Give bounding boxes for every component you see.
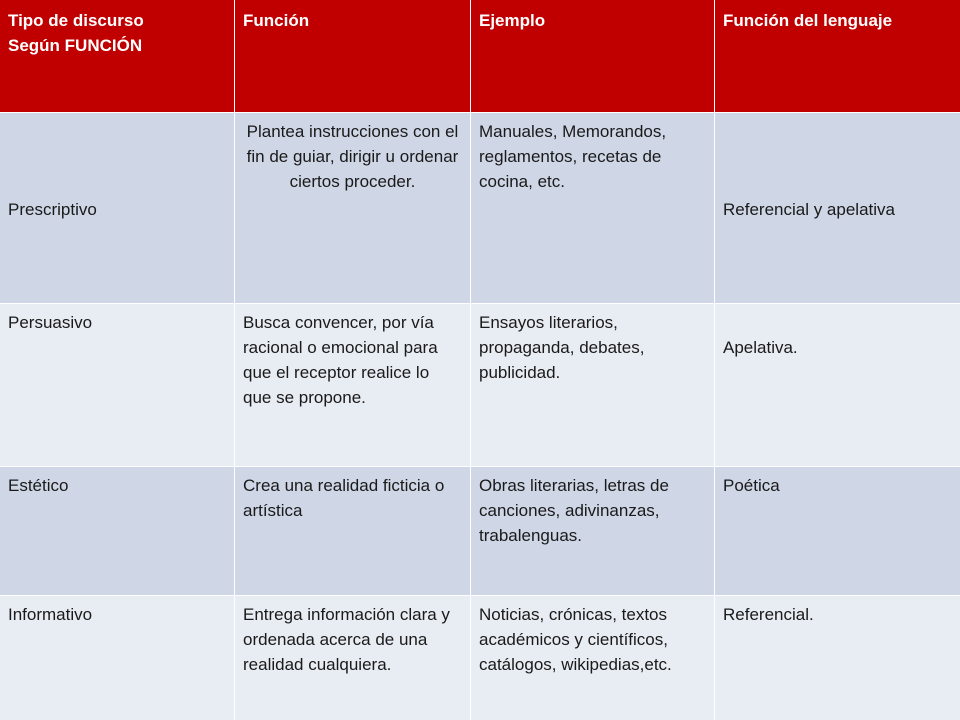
cell-text: Busca convencer, por vía racional o emocional para que el receptor realice lo que se propone.: [243, 313, 438, 407]
cell-text: Crea una realidad ficticia o artística: [243, 476, 445, 520]
header-funcion: Función: [235, 0, 470, 112]
table-cell-tipo: [0, 304, 234, 466]
cell-text: Plantea instrucciones con el fin de guiar, dirigir u ordenar ciertos proceder.: [246, 122, 459, 191]
table-cell-lenguaje: [715, 304, 960, 466]
header-ejemplo: Ejemplo: [471, 0, 714, 112]
table-cell-tipo: [0, 467, 234, 595]
table-cell-tipo: [0, 113, 234, 303]
table-cell-funcion: [235, 113, 470, 303]
header-tipo: [0, 0, 234, 112]
cell-text: Manuales, Memorandos, reglamentos, recetas de cocina, etc.: [479, 122, 667, 191]
cell-text: Poética: [723, 476, 780, 495]
table-cell-funcion: [235, 596, 470, 720]
cell-text: Obras literarias, letras de canciones, adivinanzas, trabalenguas.: [479, 476, 669, 545]
table-cell-ejemplo: [471, 113, 714, 303]
table-cell-lenguaje: [715, 596, 960, 720]
cell-text: Prescriptivo: [8, 199, 97, 219]
table-cell-ejemplo: [471, 596, 714, 720]
cell-text: Persuasivo: [8, 313, 93, 332]
header-tipo-line2: Según FUNCIÓN: [8, 36, 143, 55]
table-cell-tipo: [0, 596, 234, 720]
table-cell-funcion: [235, 467, 470, 595]
table-cell-ejemplo: [471, 304, 714, 466]
cell-text: Ensayos literarios, propaganda, debates, publicidad.: [479, 313, 645, 382]
cell-text: Entrega información clara y ordenada acerca de una realidad cualquiera.: [243, 605, 450, 674]
cell-text: Referencial.: [723, 605, 814, 624]
header-funcion-lenguaje: Función del lenguaje: [715, 0, 960, 112]
cell-text: Informativo: [8, 605, 93, 624]
table-cell-ejemplo: [471, 467, 714, 595]
cell-text: Estético: [8, 476, 69, 495]
cell-text: Noticias, crónicas, textos académicos y científicos, catálogos, wikipedias,etc.: [479, 605, 672, 674]
table-cell-lenguaje: [715, 113, 960, 303]
table-cell-lenguaje: [715, 467, 960, 595]
header-tipo-line1: Tipo de discurso: [8, 11, 144, 30]
cell-text: Referencial y apelativa: [723, 199, 895, 219]
table-cell-funcion: [235, 304, 470, 466]
cell-text: Apelativa.: [723, 338, 798, 357]
